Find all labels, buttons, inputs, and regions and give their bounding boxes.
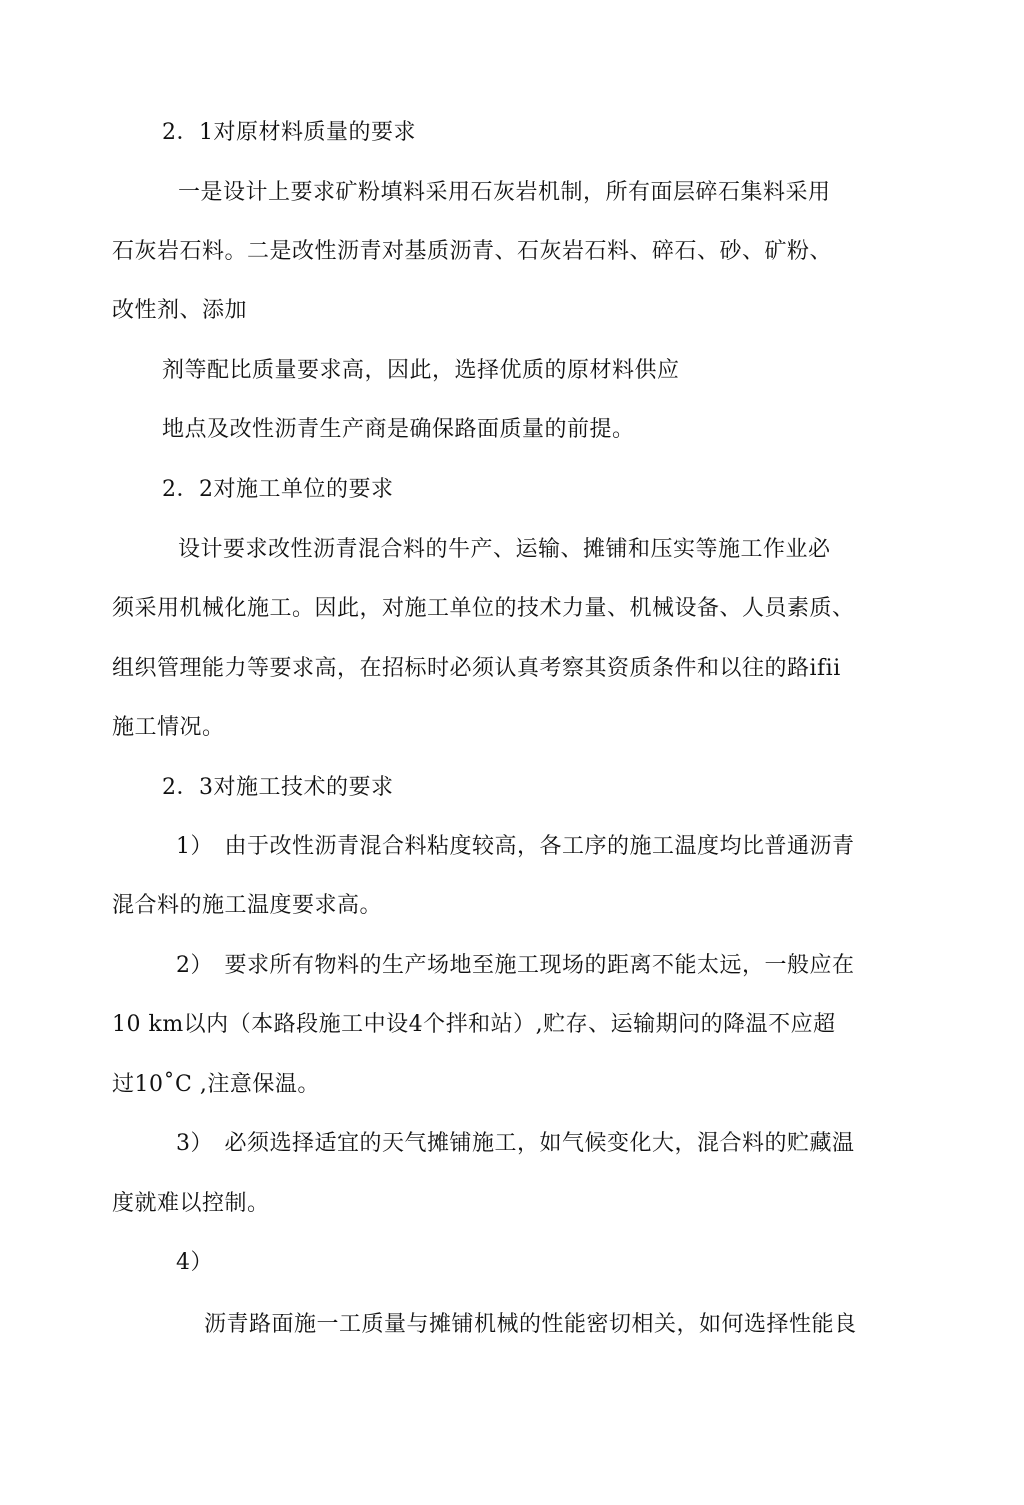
paragraph-line: 须采用机械化施工。因此，对施工单位的技术力量、机械设备、人员素质、 [112,596,855,621]
paragraph-line: 石灰岩石料。二是改性沥青对基质沥青、石灰岩石料、碎石、砂、矿粉、 [112,239,833,264]
paragraph-line: 剂等配比质量要求高，因此，选择优质的原材料供应 [162,358,680,383]
list-item-1: 1） 由于改性沥青混合料粘度较高，各工序的施工温度均比普通沥青 [176,834,855,859]
list-item-3: 3） 必须选择适宜的天气摊铺施工，如气候变化大，混合料的贮藏温 [176,1131,855,1156]
paragraph-line: 设计要求改性沥青混合料的牛产、运输、摊铺和压实等施工作业必 [178,537,831,562]
paragraph-line: 施工情况。 [112,715,225,740]
paragraph-line: 沥青路面施一工质量与摊铺机械的性能密切相关，如何选择性能良 [204,1312,857,1337]
list-item-4: 4） [176,1250,213,1275]
paragraph-line: 一是设计上要求矿粉填料采用石灰岩机制，所有面层碎石集料采用 [178,180,831,205]
heading-2-3: 2．3对施工技术的要求 [162,775,394,800]
paragraph-line: 混合料的施工温度要求高。 [112,893,383,918]
heading-2-2: 2．2对施工单位的要求 [162,477,394,502]
paragraph-line: 改性剂、添加 [112,298,248,323]
list-item-2: 2） 要求所有物料的生产场地至施工现场的距离不能太远，一般应在 [176,953,855,978]
paragraph-line: 度就难以控制。 [112,1191,270,1216]
paragraph-line: 过10˚C ,注意保温。 [112,1072,320,1097]
paragraph-line: 组织管理能力等要求高，在招标时必须认真考察其资质条件和以往的路ifii [112,656,841,681]
paragraph-line: 地点及改性沥青生产商是确保路面质量的前提。 [162,417,635,442]
paragraph-line: 10 km以内（本路段施工中设4个拌和站）,贮存、运输期问的降温不应超 [112,1012,836,1037]
heading-2-1: 2．1对原材料质量的要求 [162,120,416,145]
